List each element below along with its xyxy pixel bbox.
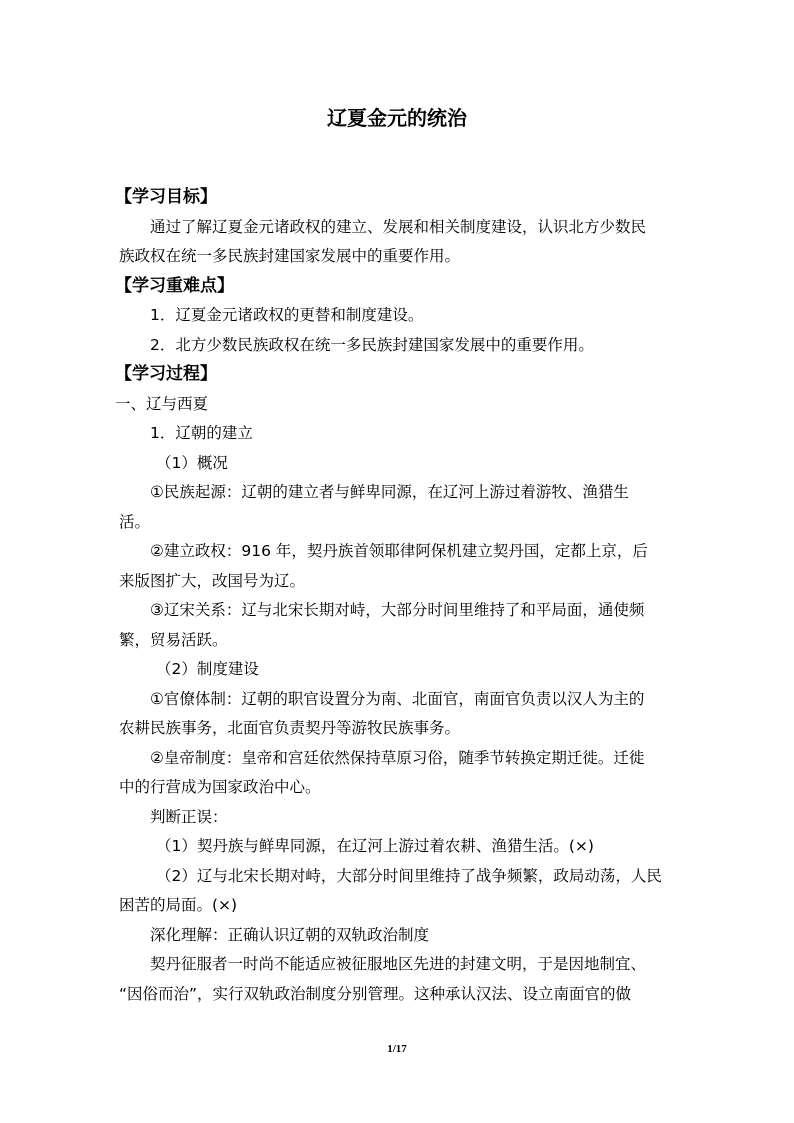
list-item: 2．北方少数民族政权在统一多民族封建国家发展中的重要作用。 bbox=[150, 335, 594, 354]
paragraph-line: 繁，贸易活跃。 bbox=[119, 630, 228, 649]
section-heading-process: 【学习过程】 bbox=[115, 364, 217, 384]
page-number: 1/17 bbox=[387, 1043, 407, 1055]
section-heading-key-points: 【学习重难点】 bbox=[115, 275, 234, 296]
section-heading-goals: 【学习目标】 bbox=[115, 187, 217, 207]
paragraph-line: 族政权在统一多民族封建国家发展中的重要作用。 bbox=[119, 247, 461, 265]
list-item: 1．辽夏金元诸政权的更替和制度建设。 bbox=[150, 306, 424, 324]
paragraph-line: 中的行营成为国家政治中心。 bbox=[119, 778, 321, 796]
paragraph-line: 来版图扩大，改国号为辽。 bbox=[119, 571, 306, 590]
paragraph-line: ①民族起源：辽朝的建立者与鲜卑同源，在辽河上游过着游牧、渔猎生 bbox=[150, 483, 629, 501]
document-body bbox=[115, 183, 675, 1009]
paragraph-line: 契丹征服者一时尚不能适应被征服地区先进的封建文明，于是因地制宜、 bbox=[150, 955, 647, 973]
paragraph-line: ②建立政权：916 年，契丹族首领耶律阿保机建立契丹国，定都上京，后 bbox=[150, 542, 648, 560]
paragraph-line: “因俗而治”，实行双轨政治制度分别管理。这种承认汉法、设立南面官的做 bbox=[119, 984, 632, 1003]
paragraph-line: 通过了解辽夏金元诸政权的建立、发展和相关制度建设，认识北方少数民 bbox=[150, 217, 647, 236]
item-heading: （2）制度建设 bbox=[156, 660, 259, 678]
deep-understanding-heading: 深化理解：正确认识辽朝的双轨政治制度 bbox=[150, 925, 430, 944]
judge-item: （2）辽与北宋长期对峙，大部分时间里维持了战争频繁，政局动荡，人民 bbox=[156, 866, 662, 885]
judge-item-continued: 困苦的局面。(×) bbox=[119, 896, 238, 914]
judge-item: （1）契丹族与鲜卑同源，在辽河上游过着农耕、渔猎生活。(×) bbox=[156, 837, 594, 855]
part-heading: 一、辽与西夏 bbox=[115, 394, 209, 413]
paragraph-line: ①官僚体制：辽朝的职官设置分为南、北面官，南面官负责以汉人为主的 bbox=[150, 689, 645, 708]
paragraph-line: ③辽宋关系：辽与北宋长期对峙，大部分时间里维持了和平局面，通使频 bbox=[150, 601, 645, 619]
document-title: 辽夏金元的统治 bbox=[327, 106, 467, 130]
judge-heading: 判断正误： bbox=[150, 807, 228, 826]
paragraph-line: 活。 bbox=[119, 512, 151, 531]
item-heading: （1）概况 bbox=[156, 453, 228, 472]
paragraph-line: ②皇帝制度：皇帝和宫廷依然保持草原习俗，随季节转换定期迁徙。迁徙 bbox=[150, 748, 645, 767]
subheading: 1．辽朝的建立 bbox=[150, 424, 253, 442]
paragraph-line: 农耕民族事务，北面官负责契丹等游牧民族事务。 bbox=[119, 719, 461, 737]
